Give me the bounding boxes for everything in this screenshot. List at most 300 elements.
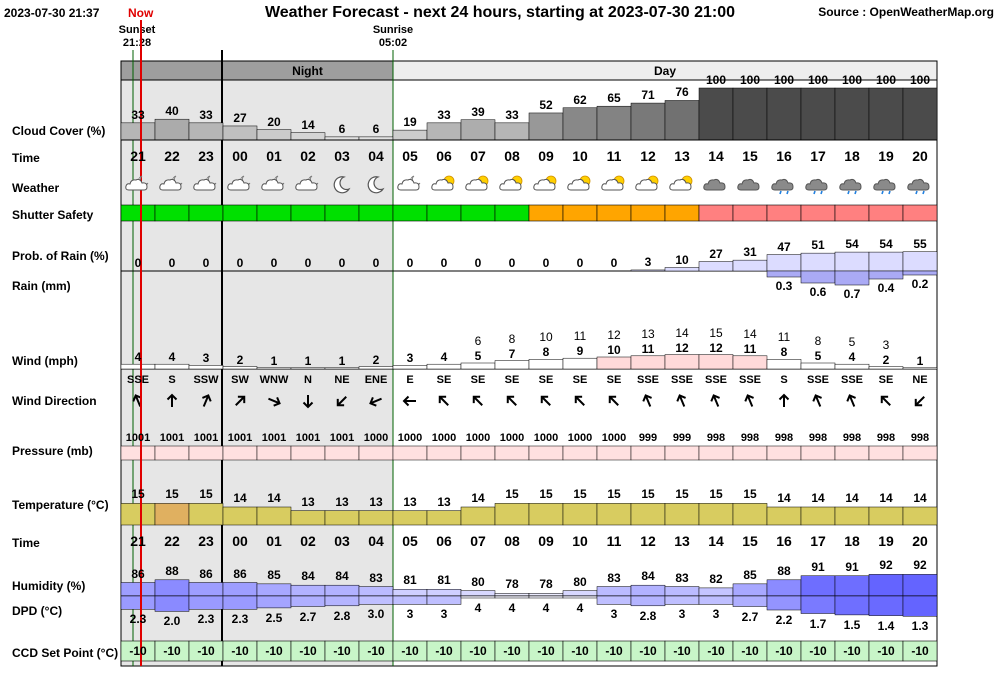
dpd-bar [801,596,835,614]
shutter-safe-cell [257,205,291,221]
label-shutter-safety: Shutter Safety [12,208,94,222]
shutter-safe-cell [427,205,461,221]
partly-cloudy-night-icon [393,173,427,198]
dpd-bar [121,596,155,609]
cloud-bar [563,108,597,140]
cloud-value: 100 [807,73,829,87]
prob-rain-bar [835,252,869,271]
ccd-value: -10 [197,644,215,658]
pressure-cell [563,446,597,460]
wind-bar [189,365,223,369]
wind-arrow-icon [676,394,689,409]
temperature-bar [359,511,393,525]
wind-bar [155,364,189,369]
ccd-value: -10 [843,644,861,658]
dpd-value: 3 [712,607,720,622]
partly-cloudy-night-icon [155,173,189,198]
cloud-value: 76 [675,85,689,100]
wind-arrow-shape [573,394,588,409]
wind-arrow-shape [780,395,789,407]
rain-cloud-icon [835,173,869,198]
time-cell: 13 [674,533,690,549]
label-pressure: Pressure (mb) [12,444,93,458]
wind-bar [665,355,699,369]
label-dpd: DPD (°C) [12,604,63,618]
wind-arrow-icon [539,394,554,409]
rain-value: 0.7 [843,287,861,301]
shutter-unsafe-cell [767,205,801,221]
wind-arrow-shape [505,394,520,409]
dpd-value: 3 [406,607,414,622]
cloud-bar [801,88,835,140]
prob-rain-value: 0 [542,256,550,270]
dpd-value: 2.0 [163,614,181,629]
rain-cloud-icon [903,173,937,198]
humidity-bar [427,589,461,596]
rain-cloud-icon [801,173,835,198]
wind-arrow-shape [607,394,622,409]
wind-dir-label: SE [606,374,622,386]
pressure-value: 1000 [601,432,627,444]
time-cell: 16 [776,148,792,164]
cloud-value: 100 [773,73,795,87]
wind-value: 5 [814,349,822,363]
wind-bar [801,363,835,369]
crescent-moon-icon [325,173,359,198]
time-cell: 04 [368,148,384,164]
humidity-bar [631,585,665,596]
wind-arrow-icon [710,394,723,409]
pressure-cell [529,446,563,460]
temperature-bar [597,503,631,525]
temperature-bar [461,507,495,525]
dpd-bar [393,596,427,604]
wind-bar [121,364,155,369]
day-band-label: Day [653,64,676,78]
pressure-cell [665,446,699,460]
time-cell: 19 [878,148,894,164]
temperature-bar [529,503,563,525]
pressure-cell [189,446,223,460]
shutter-safe-cell [325,205,359,221]
time-cell: 19 [878,533,894,549]
cloud-bar [427,123,461,140]
cloud-value: 100 [909,73,931,87]
wind-dir-label: SE [572,374,588,386]
ccd-value: -10 [673,644,691,658]
time-cell: 10 [572,148,588,164]
label-time: Time [12,151,40,165]
time-cell: 17 [810,148,826,164]
prob-rain-value: 0 [440,256,448,270]
wind-arrow-icon [505,394,520,409]
cloud-bar [597,106,631,140]
wind-value: 4 [440,350,448,365]
label-prob-rain: Prob. of Rain (%) [12,249,109,263]
time-cell: 20 [912,148,928,164]
temperature-bar [631,503,665,525]
wind-dir-label: ENE [364,374,388,386]
humidity-value: 80 [471,574,485,589]
ccd-value: -10 [877,644,895,658]
temperature-value: 13 [369,494,383,509]
dpd-value: 2.7 [741,609,759,624]
pressure-cell [155,446,189,460]
humidity-bar [291,585,325,596]
shutter-caution-cell [631,205,665,221]
wind-gust-value: 12 [607,328,621,342]
wind-value: 8 [542,345,550,360]
time-cell: 06 [436,533,452,549]
temperature-bar [903,507,937,525]
rain-value: 0.3 [775,279,793,293]
temperature-bar [155,503,189,525]
humidity-bar [155,580,189,596]
dpd-value: 3.0 [367,607,385,622]
temperature-bar [325,511,359,525]
humidity-bar [597,587,631,596]
dpd-value: 2.3 [129,612,147,627]
rain-bar [869,271,903,279]
label-time-2: Time [12,536,40,550]
sunset-time: 21:28 [122,37,152,49]
wind-arrow-shape [846,394,859,409]
humidity-value: 80 [573,574,587,589]
time-cell: 21 [130,148,146,164]
cloud-bar [121,123,155,140]
time-cell: 23 [198,533,214,549]
wind-dir-label: SSE [704,374,727,386]
prob-rain-value: 0 [372,256,380,270]
humidity-value: 85 [267,567,281,582]
humidity-value: 88 [777,563,791,578]
humidity-value: 86 [131,566,145,581]
time-cell: 10 [572,533,588,549]
prob-rain-value: 0 [610,256,618,270]
time-cell: 05 [402,148,418,164]
wind-value: 11 [743,341,757,356]
cloud-value: 62 [573,92,587,107]
time-cell: 16 [776,533,792,549]
wind-gust-value: 14 [675,325,689,340]
wind-value: 3 [406,351,414,366]
wind-value: 12 [675,340,689,355]
label-rain: Rain (mm) [12,279,71,293]
cloud-bar [393,130,427,140]
wind-arrow-shape [676,394,689,409]
humidity-bar [461,591,495,596]
temperature-value: 13 [335,494,349,509]
ccd-value: -10 [911,644,929,658]
wind-gust-value: 8 [814,334,822,348]
pressure-value: 998 [706,432,726,444]
wind-bar [631,356,665,369]
wind-value: 2 [372,352,380,367]
time-cell: 18 [844,148,860,164]
pressure-value: 1000 [431,432,457,444]
humidity-bar [665,587,699,596]
temperature-value: 14 [471,491,485,505]
wind-bar [291,368,325,369]
prob-rain-value: 47 [777,239,791,254]
pressure-value: 1001 [295,432,321,444]
cloud-value: 39 [471,104,485,119]
prob-rain-value: 10 [675,252,689,267]
temperature-value: 14 [879,491,893,505]
time-cell: 15 [742,533,758,549]
ccd-value: -10 [435,644,453,658]
prob-rain-bar [903,252,937,271]
shutter-caution-cell [665,205,699,221]
time-cell: 00 [232,533,248,549]
ccd-value: -10 [537,644,555,658]
temperature-bar [767,507,801,525]
pressure-cell [291,446,325,460]
dpd-bar [495,596,529,598]
wind-value: 10 [607,343,621,357]
temperature-value: 15 [539,487,553,502]
ccd-value: -10 [129,644,147,658]
pressure-value: 1000 [567,432,593,444]
ccd-value: -10 [809,644,827,658]
wind-value: 4 [134,350,142,365]
wind-arrow-shape [539,394,554,409]
label-weather: Weather [12,181,60,195]
shutter-caution-cell [563,205,597,221]
time-cell: 17 [810,533,826,549]
dpd-value: 4 [508,601,516,615]
wind-value: 7 [508,346,516,361]
temperature-value: 13 [403,494,417,509]
wind-dir-label: E [406,374,414,386]
prob-rain-value: 51 [811,238,825,253]
wind-bar [835,364,869,369]
time-cell: 02 [300,148,316,164]
shutter-unsafe-cell [869,205,903,221]
cloud-value: 27 [233,110,247,125]
humidity-value: 84 [301,569,315,584]
pressure-cell [393,446,427,460]
wind-dir-label: NE [912,374,928,386]
wind-value: 5 [474,349,482,363]
shutter-unsafe-cell [835,205,869,221]
prob-rain-value: 0 [304,256,312,270]
rain-value: 0.2 [911,277,929,291]
rain-bar [903,271,937,275]
cloud-bar [155,119,189,140]
wind-bar [699,355,733,369]
wind-arrow-shape [642,394,655,409]
overcast-icon [699,173,733,198]
dpd-value: 1.5 [843,617,861,632]
partly-cloudy-day-icon [631,173,665,198]
wind-arrow-shape [744,394,757,409]
partly-cloudy-night-icon [121,173,155,198]
dpd-value: 4 [474,601,482,615]
wind-value: 2 [882,352,890,367]
wind-bar [393,365,427,369]
humidity-bar [835,576,869,596]
dpd-bar [835,596,869,615]
pressure-cell [223,446,257,460]
dpd-bar [631,596,665,606]
pressure-cell [121,446,155,460]
wind-bar [223,367,257,369]
pressure-cell [767,446,801,460]
wind-arrow-icon [471,394,486,409]
pressure-cell [257,446,291,460]
ccd-value: -10 [571,644,589,658]
sunrise-time: 05:02 [378,37,408,49]
dpd-value: 3 [678,607,686,622]
prob-rain-value: 3 [644,254,652,269]
dpd-bar [325,596,359,606]
wind-bar [325,368,359,369]
pressure-value: 1000 [397,432,423,444]
prob-rain-value: 0 [474,256,482,270]
partly-cloudy-day-icon [461,173,495,198]
cloud-value: 6 [372,121,380,136]
temperature-value: 14 [913,491,927,505]
time-cell: 15 [742,148,758,164]
humidity-bar [801,576,835,596]
wind-dir-label: N [304,374,312,386]
cloud-bar [699,88,733,140]
temperature-bar [665,503,699,525]
pressure-value: 998 [774,432,794,444]
cloud-value: 33 [505,107,519,122]
dpd-value: 2.8 [333,608,351,623]
pressure-value: 998 [876,432,896,444]
wind-dir-label: NE [334,374,350,386]
humidity-value: 85 [743,567,757,582]
wind-gust-value: 11 [573,329,587,344]
pressure-value: 998 [740,432,760,444]
wind-bar [563,358,597,369]
pressure-value: 1000 [533,432,559,444]
wind-gust-value: 3 [882,337,890,352]
humidity-value: 91 [811,559,825,574]
shutter-safe-cell [291,205,325,221]
wind-arrow-icon [846,394,859,409]
crescent-moon-icon [359,173,393,198]
temperature-value: 15 [199,487,213,502]
ccd-value: -10 [299,644,317,658]
dpd-value: 2.5 [265,610,283,625]
partly-cloudy-night-icon [189,173,223,198]
dpd-bar [563,596,597,598]
temperature-bar [563,503,597,525]
dpd-bar [461,596,495,598]
cloud-value: 33 [437,107,451,122]
shutter-safe-cell [495,205,529,221]
pressure-cell [427,446,461,460]
time-cell: 02 [300,533,316,549]
prob-rain-value: 31 [743,245,757,260]
cloud-value: 14 [301,117,315,132]
cloud-value: 33 [199,107,213,122]
humidity-bar [903,574,937,596]
humidity-value: 78 [539,577,553,592]
ccd-value: -10 [333,644,351,658]
overcast-icon [733,173,767,198]
wind-value: 12 [709,340,723,355]
time-cell: 09 [538,533,554,549]
pressure-cell [733,446,767,460]
temperature-value: 15 [165,487,179,502]
humidity-bar [189,583,223,597]
temperature-value: 15 [743,487,757,502]
humidity-value: 83 [675,570,689,585]
temperature-value: 14 [845,491,859,505]
shutter-unsafe-cell [903,205,937,221]
ccd-value: -10 [707,644,725,658]
temperature-bar [835,507,869,525]
ccd-value: -10 [265,644,283,658]
cloud-bar [631,103,665,140]
time-cell: 21 [130,533,146,549]
pressure-value: 999 [672,432,692,444]
humidity-bar [767,580,801,596]
time-cell: 07 [470,148,486,164]
wind-bar [869,367,903,369]
dpd-bar [869,596,903,616]
humidity-value: 84 [641,569,655,584]
wind-arrow-shape [710,394,723,409]
temperature-bar [121,503,155,525]
rain-value: 0.6 [809,285,827,299]
dpd-bar [597,596,631,604]
wind-bar [461,363,495,369]
wind-dir-label: SE [878,374,894,386]
pressure-value: 998 [808,432,828,444]
dpd-value: 1.3 [911,619,929,634]
wind-value: 3 [202,351,210,366]
now-label: Now [128,6,154,20]
temperature-bar [291,511,325,525]
ccd-value: -10 [503,644,521,658]
dpd-value: 2.2 [775,613,793,627]
cloud-bar [461,120,495,140]
wind-arrow-icon [913,394,928,409]
prob-rain-bar [665,268,699,272]
cloud-value: 100 [705,73,727,87]
time-cell: 08 [504,533,520,549]
temperature-value: 14 [777,491,791,505]
cloud-value: 71 [641,88,655,103]
partly-cloudy-night-icon [257,173,291,198]
temperature-value: 15 [675,487,689,502]
humidity-bar [359,587,393,596]
prob-rain-value: 0 [576,256,584,270]
cloud-bar [529,113,563,140]
time-cell: 05 [402,533,418,549]
time-cell: 13 [674,148,690,164]
cloud-bar [869,88,903,140]
temperature-bar [257,507,291,525]
prob-rain-bar [733,260,767,271]
dpd-bar [903,596,937,616]
time-cell: 03 [334,148,350,164]
cloud-bar [257,130,291,140]
shutter-safe-cell [189,205,223,221]
wind-gust-value: 15 [709,325,723,340]
humidity-value: 83 [607,570,621,585]
shutter-unsafe-cell [699,205,733,221]
humidity-value: 88 [165,563,179,578]
wind-dir-label: SSE [636,374,659,386]
time-cell: 18 [844,533,860,549]
